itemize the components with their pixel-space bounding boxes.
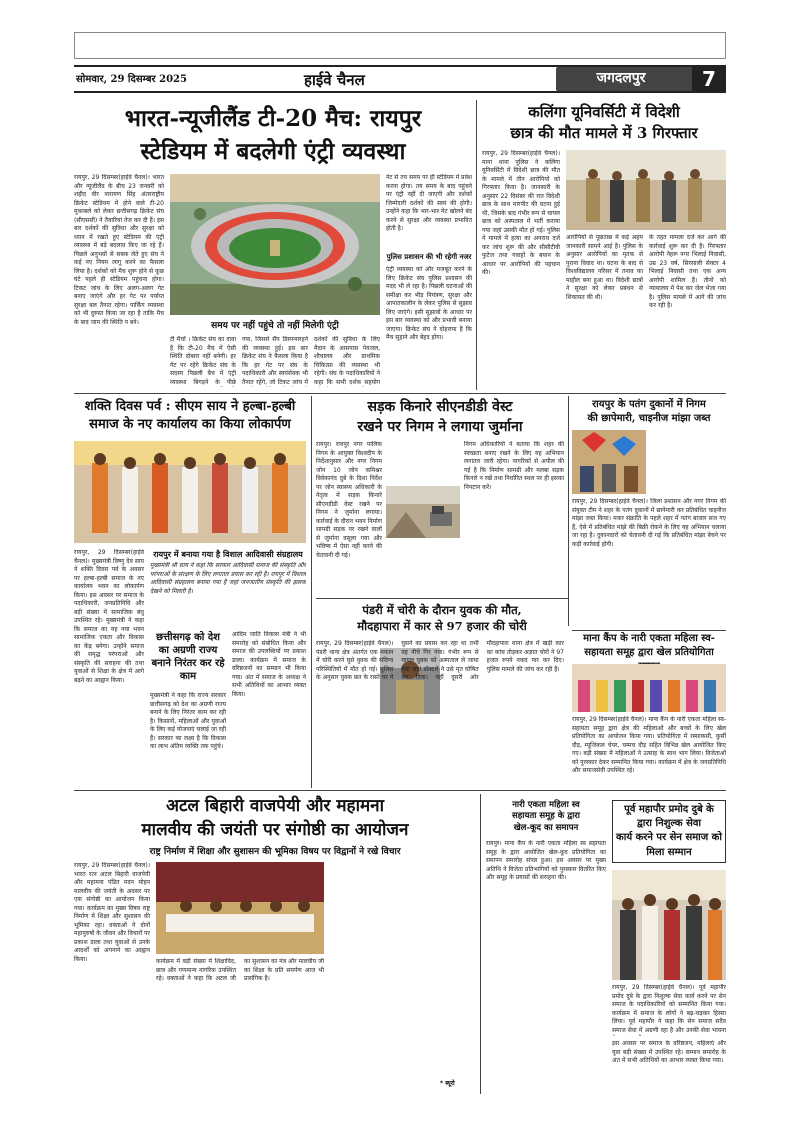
story7-headline-line1: माना कैंप के नारी एकता महिला स्व- — [583, 633, 715, 644]
divider-horizontal-4 — [74, 790, 726, 791]
divider-horizontal-2 — [316, 598, 568, 599]
story8-body: रायपुर, 29 दिसम्बर(हाईवे चैनल)। भारत रत्न अटल बिहारी वाजपेयी और महामना पंडित मदन मोहन मालवीय की जयंती के अवसर पर एक संगोष्ठी का आयोजन किया गया। कार्यक्रम का मुख्य विषय राष्ट्र निर्माण में शिक्षा और सुशासन की भूमिका रहा। वक्ताओं ने दोनों महापुरुषों के जीवन और विचारों पर प्रकाश डाला तथा युवाओं से उनके आदर्शों को अपनाने का आह्वान किया। — [74, 862, 150, 963]
story1-bcol3: दर्शकों की सुविधा के लिए मैदान के आसपास पेयजल, शौचालय और प्राथमिक चिकित्सा की व्यवस्था भी रहेगी। संघ के पदाधिकारियों ने कहा कि सभी दर्शक सहयोग — [314, 336, 380, 386]
story6-headline-line1: पंडरी में चोरी के दौरान युवक की मौत, — [362, 603, 522, 617]
masthead — [74, 65, 726, 93]
story10-headline-line2: कार्य करने पर सेन समाज को मिला सम्मान — [616, 832, 722, 858]
story3-photo — [74, 441, 306, 543]
story2-headline-line2: छात्र की मौत मामले में 3 गिरफ्तार — [510, 124, 698, 143]
story4-headline-line1: सड़क किनारे सीएनडीडी वेस्ट — [367, 399, 513, 415]
story10-photo — [612, 870, 726, 980]
divider-horizontal-3 — [572, 630, 726, 631]
story5-headline-line2: की छापेमारी, चाइनीज मांझा जब्त — [587, 413, 711, 425]
story2-headline-line1: कलिंगा यूनिवर्सिटी में विदेशी — [528, 103, 680, 121]
story1-col2: नेट से तय समय पर ही स्टेडियम में प्रवेश करना होगा। तय समय के बाद पहुंचने पर एंट्री नहीं दी जाएगी और दर्शकों जिम्मेदारी दर्शकों की स्वयं की होगी। उन्होंने कहा कि भार-भार मेट खोलने बंद करने से सुरक्षा और व्यवस्था प्रभावित होती है। — [386, 174, 472, 233]
story6-headline — [316, 602, 568, 635]
story8-body2: कार्यक्रम में बड़ी संख्या में शिक्षाविद, छात्र और गणमान्य नागरिक उपस्थित रहे। वक्ताओं ने कहा कि अटल जी का सुशासन का मंत्र और मालवीय जी का शिक्षा के प्रति समर्पण आज भी प्रासंगिक है। — [156, 958, 324, 983]
felicitation-image — [612, 870, 726, 980]
story1-headline-line1: भारत-न्यूजीलैंड टी-20 मैच: रायपुर — [124, 105, 422, 132]
divider-vertical-bottom — [480, 794, 481, 1094]
story10-headline — [612, 800, 726, 863]
story10-body: रायपुर, 29 दिसम्बर(हाईवे चैनल)। पूर्व महापौर प्रमोद दुबे के द्वारा निशुल्क सेवा कार्य करने पर सेन समाज के पदाधिकारियों को सम्मानित किया गया। कार्यक्रम में समाज के लोगों ने बढ़-चढ़कर हिस्सा लिया। पूर्व महापौर ने कहा कि सेन समाज सदैव समाज सेवा में अग्रणी रहा है और उनकी सेवा भावना — [612, 984, 726, 1034]
story1-col1: रायपुर, 29 दिसम्बर(हाईवे चैनल)। भारत और न्यूजीलैंड के बीच 23 जनवरी को शहीद वीर नारायण सिंह अंतरराष्ट्रीय क्रिकेट स्टेडियम में होने वाले टी-20 मुकाबले को लेकर छत्तीसगढ़ क्रिकेट संघ (सीएससी) ने तैयारियां तेज कर दी हैं। इस बार दर्शकों की सुविधा और सुरक्षा को ध्यान में रखते हुए स्टेडियम की एंट्री व्यवस्था में बड़े बदलाव किए जा रहे हैं। पिछले अनुभवों से सबक लेते हुए संघ ने कई नए नियम लागू करने का फैसला लिया है। दर्शकों को मैच शुरू होने से कुछ घंटे पहले ही स्टेडियम पहुंचना होगा। टिकट जांच के लिए अलग-अलग गेट बनाए जाएंगे और हर गेट पर पर्याप्त सुरक्षा बल तैनात रहेगा। पार्किंग व्यवस्था को भी दुरुस्त किया जा रहा है ताकि मैच के बाद जाम की स्थिति न बने। — [74, 174, 164, 326]
story7-body: रायपुर, 29 दिसम्बर(हाईवे चैनल)। माना कैंप के नारी एकता महिला स्व-सहायता समूह द्वारा क्षेत्र की महिलाओं और बच्चों के लिए खेल प्रतियोगिता का आयोजन किया गया। प्रतियोगिता में रस्साकसी, कुर्सी दौड़, म्यूजिकल चेयर, चम्मच दौड़ सहित विभिन्न खेल आयोजित किए गए। बड़ी संख्या में महिलाओं ने उत्साह के साथ भाग लिया। विजेताओं को पुरस्कार देकर सम्मानित किया गया। कार्यक्रम में क्षेत्र के जनप्रतिनिधि और समाजसेवी उपस्थित रहे। — [572, 716, 726, 775]
page-number: 7 — [692, 65, 726, 93]
story3-body-mid: मुख्यमंत्री ने कहा कि राज्य सरकार छत्तीसगढ़ को देश का अग्रणी राज्य बनाने के लिए निरंतर काम कर रही है। किसानों, महिलाओं और युवाओं के लिए कई योजनाएं चलाई जा रही हैं। सरकार का लक्ष्य है कि विकास का लाभ अंतिम व्यक्ति तक पहुंचे। — [150, 692, 226, 751]
story4-body2: निगम अधिकारियों ने बताया कि शहर की स्वच्छता बनाए रखने के लिए यह अभियान लगातार जारी रहेगा। नागरिकों से अपील की गई है कि निर्माण सामग्री और मलबा सड़क किनारे न रखें तथा निर्धारित स्थल पर ही इसका निपटान करें। — [464, 441, 564, 491]
story3-subheading: छत्तीसगढ़ को देश का अग्रणी राज्य बनाने निरंतर कर रहे काम — [151, 632, 225, 682]
story4-headline — [316, 398, 564, 438]
seminar-stage-image — [156, 862, 324, 954]
story2-col1: रायपुर, 29 दिसम्बर(हाईवे चैनल)। माना थाना पुलिस ने कलिंगा यूनिवर्सिटी में विदेशी छात्र की मौत के मामले में तीन आरोपियों को गिरफ्तार किया है। जानकारी के अनुसार 22 दिसंबर की रात विदेशी छात्र के साथ मारपीट की घटना हुई थी, जिसके बाद गंभीर रूप से घायल छात्र को अस्पताल में भर्ती कराया गया जहां उसकी मौत हो गई। पुलिस ने मामले में हत्या का अपराध दर्ज कर जांच शुरू की और सीसीटीवी फुटेज तथा गवाहों के बयान के आधार पर आरोपियों की पहचान की। — [482, 150, 560, 277]
story8-body3 — [330, 862, 476, 1088]
story8-headline — [74, 794, 476, 842]
story3-headline-line2: समाज के नए कार्यालय का किया लोकार्पण — [89, 417, 291, 433]
story1-stadium-photo — [170, 174, 380, 315]
story8-byline: * ब्यूरो — [440, 1080, 455, 1087]
story8-headline-line1: अटल बिहारी वाजपेयी और महामना — [166, 796, 384, 816]
story9-headline-line2: सहायता समूह के द्वारा — [512, 811, 580, 822]
divider-horizontal-1 — [74, 393, 726, 394]
story4-photo — [386, 486, 460, 538]
story7-headline-line2: सहायता समूह द्वारा खेल प्रतियोगिता — [584, 647, 714, 659]
divider-vertical-mid — [311, 396, 312, 788]
story4-headline-line2: रखने पर निगम ने लगाया जुर्माना — [357, 418, 523, 435]
story3-headline-line1: शक्ति दिवस पर्व : सीएम साय ने हल्बा-हल्बी — [84, 399, 296, 414]
story3-italic-intro: मुख्यमंत्री श्री साय ने कहा कि सरकार आदिवासी समाज की संस्कृति और परंपराओं के संरक्षण के लिए लगातार प्रयास कर रही है। रायपुर में विशाल आदिवासी संग्रहालय बनाया गया है जहां जनजातीय संस्कृति की झलक देखने को मिलती है। — [150, 562, 306, 595]
story2-headline — [482, 102, 726, 145]
story5-photo — [572, 430, 646, 494]
story9-body: रायपुर। माना कैंप के नारी एकता महिला स्व सहायता समूह के द्वारा आयोजित खेल-कूद प्रतियोगिता का समापन समारोह संपन्न हुआ। इस अवसर पर मुख्य अतिथि ने विजेता प्रतिभागियों को पुरस्कार वितरित किए और समूह के प्रयासों की सराहना की। — [486, 840, 606, 882]
story6-headline-line2: मौदहापारा में कार से 97 हजार की चोरी — [357, 619, 527, 634]
story8-photo — [156, 862, 324, 954]
city-banner — [556, 67, 726, 91]
cm-inauguration-image — [74, 441, 306, 543]
story9-headline-line3: खेल-कूद का समापन — [513, 822, 579, 833]
kite-shop-raid-image — [572, 430, 646, 494]
edition-date: सोमवार, 29 दिसम्बर 2025 — [76, 74, 187, 85]
top-ad-box — [74, 32, 726, 59]
stadium-aerial-image — [170, 174, 380, 315]
story7-photo — [572, 664, 726, 712]
story9-headline-line1: नारी एकता महिला स्व — [512, 800, 580, 810]
story3-body-right: आदिम जाति विकास मंत्री ने भी समारोह को संबोधित किया और समाज की उपलब्धियों पर प्रकाश डाला। कार्यक्रम में समाज के वरिष्ठजनों का सम्मान भी किया गया। अंत में समाज के अध्यक्ष ने सभी अतिथियों का आभार व्यक्त किया। — [232, 631, 306, 698]
story2-col2: आरोपियों से पूछताछ में कई अहम जानकारी सामने आई है। पुलिस के अनुसार आरोपियों का मृतक से पुराना विवाद था। घटना के बाद से विश्वविद्यालय परिसर में तनाव का माहौल बना हुआ था। विदेशी छात्रों ने सुरक्षा को लेकर प्रबंधन से शिकायत की थी। — [566, 234, 643, 301]
story1-subheading: पुलिस प्रशासन की भी रहेगी नजर — [386, 252, 472, 261]
story10-body2: इस अवसर पर समाज के वरिष्ठजन, महिलाएं और युवा बड़ी संख्या में उपस्थित रहे। सम्मान समारोह के अंत में सभी अतिथियों का आभार व्यक्त किया गया। — [612, 1040, 726, 1065]
paper-name: हाईवे चैनल — [304, 71, 365, 89]
construction-waste-image — [386, 486, 460, 538]
story8-subhead: राष्ट्र निर्माण में शिक्षा और सुशासन की भूमिका विषय पर विद्वानों ने रखे विचार — [149, 847, 401, 857]
story5-headline — [572, 398, 726, 426]
story2-col3: के तहत मामला दर्ज कर आगे की कार्रवाई शुरू कर दी है। गिरफ्तार आरोपी नेहरू नगर भिलाई निवासी, उम्र 23 वर्ष, सिरसाली सेक्टर 4 भिलाई निवासी तथा एक अन्य आरोपी शामिल हैं। तीनों को न्यायालय में पेश कर जेल भेजा गया है। पुलिस मामले में आगे की जांच कर रही है। — [649, 234, 726, 310]
divider-vertical-right — [568, 396, 569, 626]
story9-headline — [486, 800, 606, 834]
story2-photo — [566, 150, 726, 230]
story1-caption: समय पर नहीं पहुंचे तो नहीं मिलेगी एंट्री — [211, 321, 339, 331]
story8-headline-line2: मालवीय की जयंती पर संगोष्ठी का आयोजन — [141, 820, 409, 841]
police-arrest-image — [566, 150, 726, 230]
story3-body-left: रायपुर, 29 दिसम्बर(हाईवे चैनल)। मुख्यमंत्री विष्णु देव साय ने शक्ति दिवस पर्व के अवसर पर हल्बा-हल्बी समाज के नए कार्यालय भवन का लोकार्पण किया। इस अवसर पर समाज के पदाधिकारी, जनप्रतिनिधि और बड़ी संख्या में सामाजिक बंधु उपस्थित रहे। मुख्यमंत्री ने कहा कि समाज का यह नया भवन सामाजिक एकता और विकास का केंद्र बनेगा। उन्होंने समाज की समृद्ध परंपराओं और संस्कृति की सराहना की तथा युवाओं से शिक्षा के क्षेत्र में आगे बढ़ने का आह्वान किया। — [74, 549, 144, 684]
story3-headline — [74, 398, 306, 435]
women-group-image — [572, 664, 726, 712]
story4-body: रायपुर। रायपुर नगर पालिक निगम के आयुक्त विश्वदीप के निर्देशानुसार और नगर निगम जोन 10 जोन कमिश्नर विवेकानंद दुबे के दिशा निर्देश पर जोन स्वास्थ्य अधिकारी के नेतृत्व में सड़क किनारे सीएनडीडी वेस्ट रखने पर निगम ने जुर्माना लगाया। कार्रवाई के दौरान भवन निर्माण सामग्री सड़क पर रखने वालों से जुर्माना वसूला गया और भविष्य में ऐसा नहीं करने की चेतावनी दी गई। — [316, 441, 382, 559]
story1-col2b: एंट्री व्यवस्था को और मजबूत करने के लिए क्रिकेट संघ पुलिस प्रशासन की मदद भी ले रहा है। पिछली घटनाओं की समीक्षा कर भीड़ नियंत्रण, सुरक्षा और आपातकालीन के लेकर पुलिस से सुझाव लिए जाएंगे। इसी सुझावों के आधार पर इस बार व्यवस्था को और प्रभावी बनाया जाएगा। क्रिकेट संघ ने दोहराया है कि मैच सुहाने और बेहद होगा। — [386, 266, 472, 342]
story5-body-top — [652, 430, 726, 494]
story6-body: रायपुर, 29 दिसम्बर(हाईवे चैनल)। पंडरी थाना क्षेत्र अंतर्गत एक मकान में चोरी करने घुसे युवक की संदिग्ध परिस्थितियों में मौत हो गई। पुलिस के अनुसार युवक छत के रास्ते घर में घुसने का प्रयास कर रहा था तभी वह नीचे गिर गया। गंभीर रूप से घायल युवक को अस्पताल ले जाया गया जहां डॉक्टरों ने उसे मृत घोषित कर दिया। वहीं दूसरी ओर मौदहापारा थाना क्षेत्र में खड़ी कार का कांच तोड़कर अज्ञात चोरों ने 97 हजार रुपये नकद पार कर दिए। पुलिस मामले की जांच कर रही है। — [316, 640, 564, 682]
story10-headline-line1: पूर्व महापौर प्रमोद दुबे के द्वारा निशुल्क सेवा — [624, 804, 714, 830]
story1-bcol1: टी मैचों । क्रिकेट संघ का दावा है कि टी-20 मैच में ऐसी स्थिति दोबारा नहीं बनेगी। हर गेट पर रहेंगे क्रिकेट संघ के सदस्य पिछली बैच में एंट्री व्यवस्था बिगड़ने के पीछे — [170, 336, 236, 386]
divider-vertical-top — [476, 100, 477, 390]
story1-headline — [74, 103, 472, 168]
story3-caption: रायपुर में बनाया गया है विशाल आदिवासी संग्रहालय — [153, 549, 303, 559]
story5-headline-line1: रायपुर के पतंग दुकानों में निगम — [592, 399, 706, 410]
story5-body: रायपुर, 29 दिसम्बर(हाईवे चैनल)। जिला प्रशासन और नगर निगम की संयुक्त टीम ने शहर के पतंग दुकानों में छापेमारी कर प्रतिबंधित चाइनीज मांझा जब्त किया। मकर संक्रांति के पहले शहर में पतंग बाजार सज गए हैं, ऐसे में प्रतिबंधित मांझे की बिक्री रोकने के लिए यह अभियान चलाया जा रहा है। दुकानदारों को चेतावनी दी गई कि प्रतिबंधित मांझा बेचने पर कड़ी कार्रवाई होगी। — [572, 498, 726, 548]
story1-headline-line2: स्टेडियम में बदलेगी एंट्री व्यवस्था — [140, 137, 406, 165]
city-name: जगदलपुर — [596, 70, 646, 86]
story1-bcol2: गया, जिससे सैंप डिस्पन्सरहने की व्यवस्था हुई। इस बार क्रिकेट संघ ने फैसला किया है कि हर गेट पर संघ के पदाधिकारी और स्वयंसेवक भी तैनात रहेंगे, जो टिकट जांच में — [242, 336, 308, 386]
